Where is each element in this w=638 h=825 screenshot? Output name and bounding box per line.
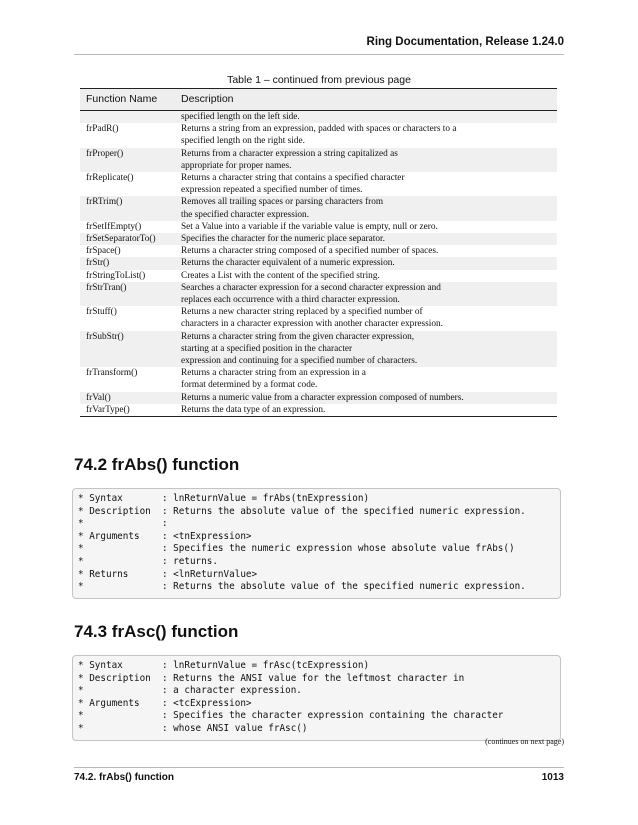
description-cell: Searches a character expression for a second character expression and [175,282,557,294]
running-header: Ring Documentation, Release 1.24.0 [366,36,564,48]
function-name-cell: frVarType() [80,404,175,417]
section-heading-frabs: 74.2 frAbs() function [74,455,240,474]
description-cell: Specifies the character for the numeric place separator. [175,233,557,245]
function-name-cell [80,318,175,330]
function-name-cell [80,379,175,391]
function-name-cell [80,184,175,196]
function-name-cell: frStrTran() [80,282,175,294]
description-cell: expression and continuing for a specified number of characters. [175,355,557,367]
table-row [80,270,557,282]
description-cell: Returns a numeric value from a character expression composed of numbers. [175,392,557,404]
footer-section-title: 74.2. frAbs() function [74,772,175,783]
table-row [80,306,557,318]
column-header-function-name: Function Name [80,89,175,111]
function-name-cell: frSetSeparatorTo() [80,233,175,245]
description-cell: Removes all trailing spaces or parsing characters from [175,196,557,208]
table-row [80,148,557,160]
description-cell: Returns a character string from the given character expression, [175,331,557,343]
table-row [80,355,557,367]
description-cell: starting at a specified position in the character [175,343,557,355]
table-body [80,111,557,417]
table-row [80,294,557,306]
code-block-frasc: * Syntax : lnReturnValue = frAsc(tcExpression) * Description : Returns the ANSI value for the leftmost character in * : a character expression. * Arguments : <tcExpression> * : Specifies the character expression containing the character * : whose ANSI value frAsc() [72,655,561,741]
function-name-cell: frSpace() [86,246,121,257]
table-row [80,135,557,147]
function-name-cell: frVal() [80,392,175,404]
table-row [80,343,557,355]
description-cell: Returns a string from an expression, padded with spaces or characters to a [181,124,457,135]
function-table [80,88,557,417]
header-rule [74,54,564,55]
function-name-cell: frPadR() [86,124,119,135]
table-row [80,379,557,391]
description-cell: specified length on the right side. [181,136,305,147]
table-row [80,123,557,135]
description-cell: specified length on the left side. [175,111,557,124]
function-name-cell [80,209,175,221]
table-row [80,172,557,184]
table-header-row [80,89,557,111]
function-name-cell: frSetIfEmpty() [86,221,142,232]
table-row [80,331,557,343]
table-row [80,209,557,221]
function-name-cell: frRTrim() [80,196,175,208]
continues-note: (continues on next page) [485,737,564,746]
function-name-cell [80,111,175,124]
function-name-cell [80,135,175,147]
table-row [80,233,557,245]
function-name-cell: frReplicate() [86,173,134,184]
description-cell: Returns the data type of an expression. [175,404,557,417]
table-row [80,282,557,294]
description-cell: Set a Value into a variable if the variable value is empty, null or zero. [181,221,438,232]
description-cell: appropriate for proper names. [175,160,557,172]
description-cell: Returns the character equivalent of a numeric expression. [175,257,557,269]
description-cell: Returns a character string from an expression in a [181,368,366,379]
section-heading-frasc: 74.3 frAsc() function [74,622,239,641]
function-name-cell: frProper() [80,148,175,160]
page-number: 1013 [541,772,564,783]
function-name-cell: frTransform() [86,368,138,379]
table-row [80,221,557,233]
table-row [80,245,557,257]
description-cell: replaces each occurrence with a third character expression. [175,294,557,306]
description-cell: characters in a character expression with another character expression. [181,319,443,330]
description-cell: Returns a character string that contains a specified character [181,173,405,184]
table-row [80,160,557,172]
function-name-cell [80,343,175,355]
table-caption: Table 1 – continued from previous page [227,74,411,86]
description-cell: Creates a List with the content of the specified string. [181,270,380,281]
function-name-cell [80,294,175,306]
table-row [80,392,557,404]
description-cell: Returns a new character string replaced by a specified number of [181,307,423,318]
table-row [80,404,557,417]
function-name-cell [80,160,175,172]
table-row [80,196,557,208]
table-row [80,184,557,196]
function-name-cell: frStr() [80,257,175,269]
table-row [80,257,557,269]
function-name-cell: frStringToList() [86,270,146,281]
description-cell: Returns from a character expression a string capitalized as [175,148,557,160]
function-name-cell [80,355,175,367]
table-row [80,111,557,124]
table-row [80,367,557,379]
function-name-cell: frStuff() [86,307,117,318]
description-cell: format determined by a format code. [181,380,318,391]
function-name-cell: frSubStr() [80,331,175,343]
description-cell: Returns a character string composed of a specified number of spaces. [181,246,439,257]
footer-rule [74,767,564,768]
description-cell: expression repeated a specified number of times. [181,185,363,196]
column-header-description: Description [175,89,557,111]
code-block-frabs: * Syntax : lnReturnValue = frAbs(tnExpression) * Description : Returns the absolute value of the specified numeric expression. * : * Arguments : <tnExpression> * : Specifies the numeric expression whose absolute value frAbs() * : returns. * Returns : <lnReturnValue> * : Returns the absolute value of the specified numeric expression. [72,488,561,599]
description-cell: the specified character expression. [175,209,557,221]
table-row [80,318,557,330]
